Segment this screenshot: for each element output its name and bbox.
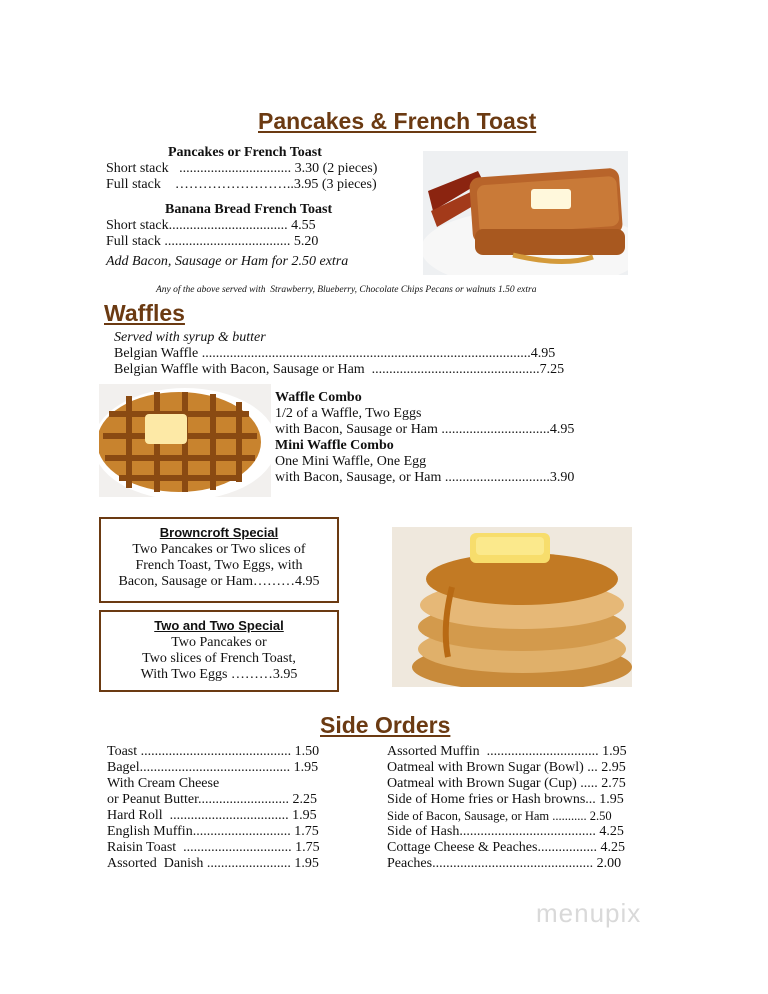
browncroft-line1: Two Pancakes or Two slices of — [132, 542, 306, 557]
two-and-two-line1: Two Pancakes or — [171, 635, 267, 650]
two-and-two-line2: Two slices of French Toast, — [142, 651, 296, 666]
banana-bread-subtitle: Banana Bread French Toast — [165, 202, 333, 217]
side-left-item: Assorted Danish ........................ 1.95 — [107, 856, 319, 871]
full-stack-pancakes: Full stack ……………………..3.95 (3 pieces) — [106, 177, 377, 192]
side-left-item: or Peanut Butter.......................... 2.25 — [107, 792, 317, 807]
two-and-two-line3: With Two Eggs ………3.95 — [140, 667, 298, 682]
side-left-item: Bagel........................................... 1.95 — [107, 760, 319, 775]
pancake-stack-photo — [392, 527, 632, 687]
mini-waffle-line2: with Bacon, Sausage, or Ham ..............................3.90 — [275, 470, 575, 485]
french-toast-photo — [423, 151, 628, 275]
side-right-item: Assorted Muffin ................................ 1.95 — [387, 744, 627, 759]
add-on-note: Add Bacon, Sausage or Ham for 2.50 extra — [106, 254, 349, 269]
mini-waffle-title: Mini Waffle Combo — [275, 438, 394, 453]
side-left-item: With Cream Cheese — [107, 776, 220, 791]
belgian-waffle-combo: Belgian Waffle with Bacon, Sausage or Ham ................................................7.25 — [114, 362, 565, 377]
side-right-item: Peaches.............................................. 2.00 — [387, 856, 622, 871]
two-and-two-special-box — [99, 610, 339, 692]
waffle-combo-line1: 1/2 of a Waffle, Two Eggs — [275, 406, 422, 421]
mini-waffle-line1: One Mini Waffle, One Egg — [275, 454, 427, 469]
short-stack-pancakes: Short stack ................................ 3.30 (2 pieces) — [106, 161, 378, 176]
browncroft-line3: Bacon, Sausage or Ham………4.95 — [118, 574, 320, 589]
two-and-two-title: Two and Two Special — [154, 618, 284, 633]
side-orders-title: Side Orders — [320, 712, 451, 738]
side-left-item: Raisin Toast ............................... 1.75 — [107, 840, 320, 855]
browncroft-line2: French Toast, Two Eggs, with — [135, 558, 303, 573]
side-right-item: Side of Home fries or Hash browns... 1.95 — [387, 792, 624, 807]
browncroft-special-box — [99, 517, 339, 603]
waffle-combo-title: Waffle Combo — [275, 390, 362, 405]
side-right-item: Oatmeal with Brown Sugar (Cup) ..... 2.75 — [387, 776, 626, 791]
waffle-photo — [99, 384, 271, 497]
browncroft-special-title: Browncroft Special — [159, 525, 279, 540]
side-left-item: English Muffin............................ 1.75 — [107, 824, 319, 839]
side-right-item: Cottage Cheese & Peaches................. 4.25 — [387, 840, 625, 855]
side-right-item: Side of Bacon, Sausage, or Ham ........... 2.50 — [387, 809, 612, 823]
side-left-item: Toast ........................................... 1.50 — [107, 744, 320, 759]
short-stack-banana: Short stack.................................. 4.55 — [106, 218, 316, 233]
side-right-item: Oatmeal with Brown Sugar (Bowl) ... 2.95 — [387, 760, 626, 775]
waffle-combo-line2: with Bacon, Sausage or Ham ...............................4.95 — [275, 422, 575, 437]
pancakes-subtitle: Pancakes or French Toast — [168, 145, 322, 160]
pancakes-title: Pancakes & French Toast — [258, 108, 537, 134]
side-right-item: Side of Hash....................................... 4.25 — [387, 824, 624, 839]
served-note: Any of the above served with Strawberry, Blueberry, Chocolate Chips Pecans or walnuts 1.50 extra — [156, 285, 537, 295]
waffles-title: Waffles — [104, 300, 185, 326]
full-stack-banana: Full stack .................................... 5.20 — [106, 234, 319, 249]
menupix-watermark: menupix — [536, 898, 642, 928]
side-left-item: Hard Roll .................................. 1.95 — [107, 808, 317, 823]
waffles-served: Served with syrup & butter — [114, 330, 266, 345]
belgian-waffle: Belgian Waffle ..............................................................................................4.95 — [114, 346, 556, 361]
